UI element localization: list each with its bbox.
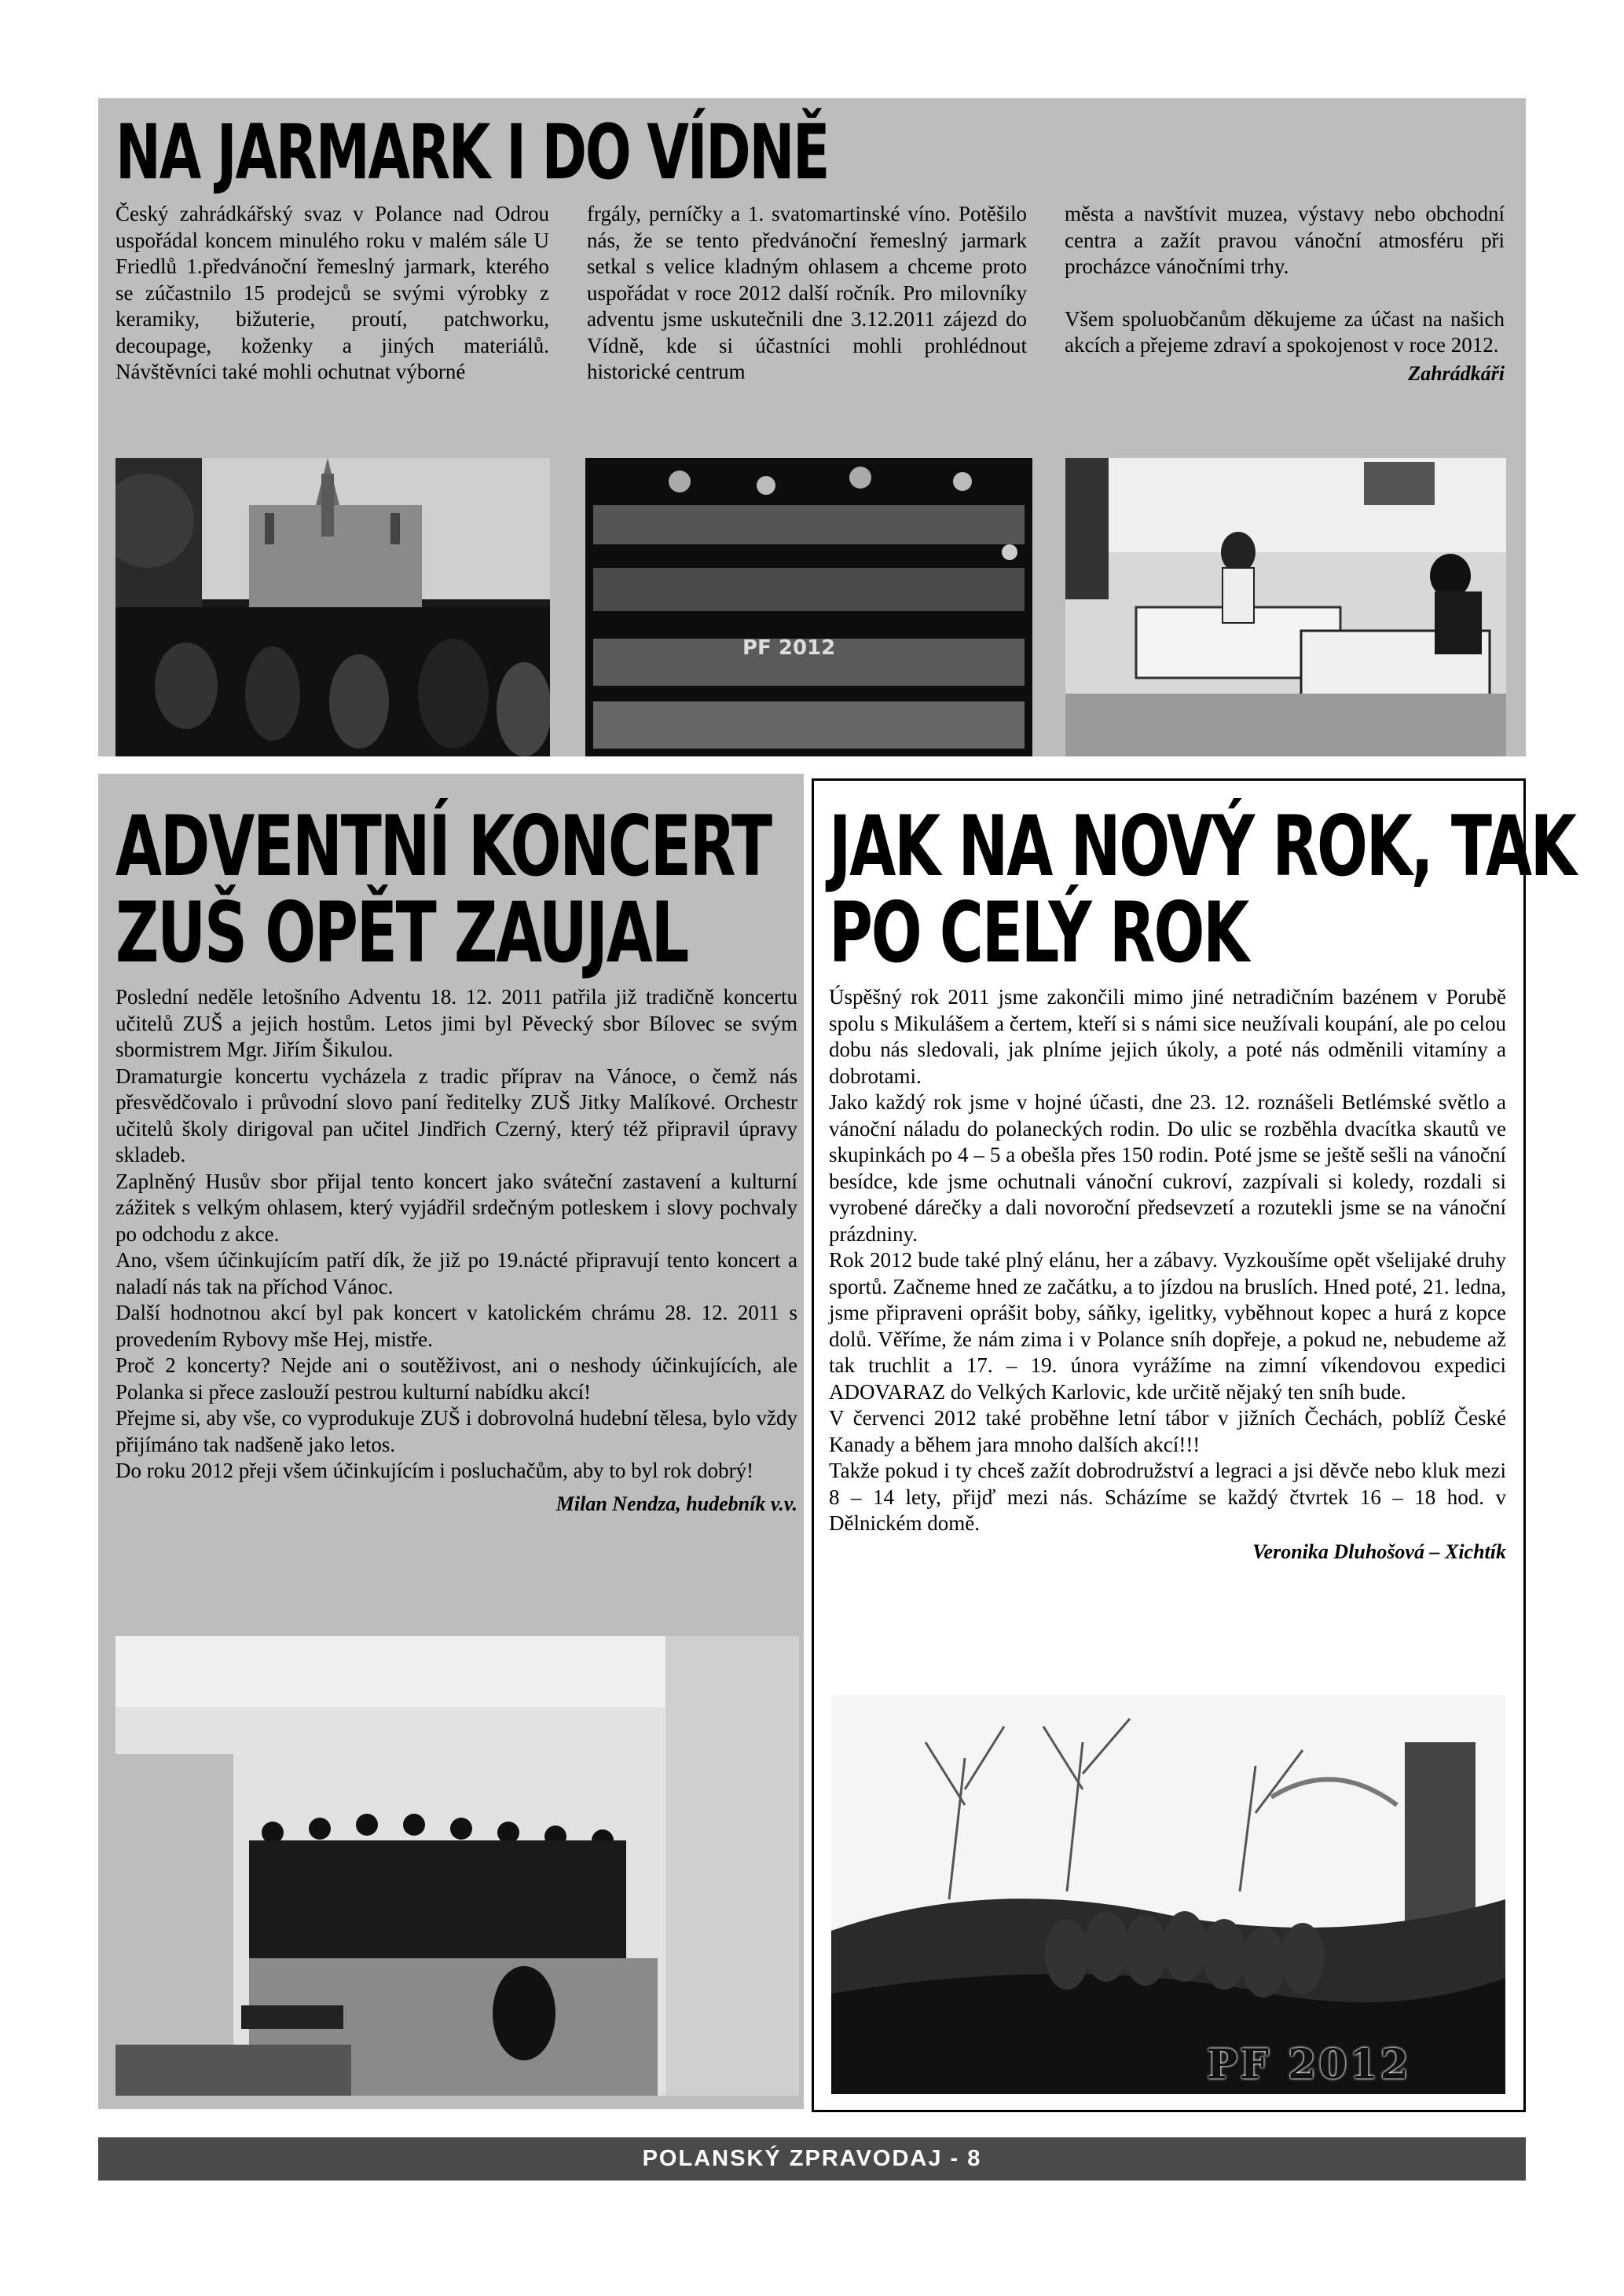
article3-paragraph: Takže pokud i ty chceš zažít dobrodružství a legraci a jsi děvče nebo kluk mezi 8 – 14 lety, přijď mezi nás. Scházíme se každý čtvrtek 16 – 18 hod. v Dělnickém domě. (829, 1459, 1506, 1535)
article2-paragraph: Do roku 2012 přeji všem účinkujícím i posluchačům, aby to byl rok dobrý! (115, 1459, 754, 1482)
article2-paragraph: Zaplněný Husův sbor přijal tento koncert jako sváteční zastavení a kulturní zážitek s velkým ohlasem, který vyjádřil srdečným potleskem i slovy pochvaly po odchodu z akce. (115, 1169, 797, 1246)
article1-col2-text: frgály, perníčky a 1. svatomartinské víno. Potěšilo nás, že se tento předvánoční řemeslný jarmark setkal s velice kladným ohlasem a chceme proto uspořádat v roce 2012 další ročník. Pro milovníky adventu jsme uskutečnili dne 3.12.2011 zájezd do Vídně, kde si účastníci mohli prohlédnout historické centrum (587, 202, 1027, 383)
article3-body (829, 984, 1506, 1565)
article1-col3-text-a: města a navštívit muzea, výstavy nebo obchodní centra a zažít pravou vánoční atmosféru při procházce vánočními trhy. (1065, 202, 1505, 278)
article1-col1 (115, 201, 549, 386)
article2-paragraph: Proč 2 koncerty? Nejde ani o soutěživost, ani o neshody účinkujících, ale Polanka si přece zaslouží pestrou kulturní nabídku akcí! (115, 1353, 797, 1404)
article2-paragraph: Další hodnotnou akcí byl pak koncert v katolickém chrámu 28. 12. 2011 s provedením Rybovy mše Hej, mistře. (115, 1301, 797, 1351)
article2-signature: Milan Nendza, hudebník v.v. (555, 1492, 797, 1515)
article3-paragraph: V červenci 2012 také proběhne letní tábor v jižních Čechách, poblíž České Kanady a během jara mnoho dalších akcí!!! (829, 1406, 1506, 1456)
article2-paragraph: Dramaturgie koncertu vycházela z tradic příprav na Vánoce, o čemž nás přesvědčovalo i průvodní slovo paní ředitelky ZUŠ Jitky Malíkové. Orchestr učitelů školy dirigoval pan učitel Jindřich Czerný, který též připravil úpravy skladeb. (115, 1064, 797, 1166)
article3-title-line1: JAK NA NOVÝ ROK, TAK (829, 798, 1575, 895)
article1-signature: Zahrádkáři (1408, 361, 1505, 385)
article2-paragraph: Poslední neděle letošního Adventu 18. 12. 2011 patřila již tradičně koncertu učitelů ZUŠ a jejich hostům. Letos jimi byl Pěvecký sbor Bílovec se svým sbormistrem Mgr. Jiřím Šikulou. (115, 985, 797, 1061)
article2-paragraph: Přejme si, aby vše, co vyprodukuje ZUŠ i dobrovolná hudební tělesa, bylo vždy přijímáno tak nadšeně jako letos. (115, 1406, 797, 1456)
article1-col1-text: Český zahrádkářský svaz v Polance nad Odrou uspořádal koncem minulého roku v malém sále U Friedlů 1.předvánoční řemeslný jarmark, kterého se zúčastnilo 15 prodejců se svými výrobky z keramiky, bižuterie, proutí, patchworku, decoupage, koženky a jiných materiálů. Návštěvníci také mohli ochutnat výborné (115, 202, 549, 383)
choir-concert-photo (115, 1636, 799, 2096)
article1-col3 (1065, 201, 1505, 386)
article2-title-line2: ZUŠ OPĚT ZAUJAL (115, 884, 688, 981)
article2-body (115, 984, 797, 1517)
article3-title-line2: PO CELÝ ROK (829, 884, 1248, 981)
article1-title: NA JARMARK I DO VÍDNĚ (115, 108, 829, 196)
scouts-pf-photo (831, 1695, 1505, 2094)
photo2-caption: PF 2012 (742, 636, 836, 660)
article2-title-line1: ADVENTNÍ KONCERT (115, 798, 771, 895)
article1-col3-text-b: Všem spoluobčanům děkujeme za účast na našich akcích a přejeme zdraví a spokojenost v roce 2012. (1065, 306, 1505, 357)
vienna-market-photo (115, 458, 550, 756)
article3-paragraph: Jako každý rok jsme v hojné účasti, dne 23. 12. roznášeli Betlémské světlo a vánoční náladu do polaneckých rodin. Do ulic se rozběhla dvacítka skautů ve skupinkách po 4 – 5 a obešla přes 150 rodin. Poté jsme se ještě sešli na vánoční besídce, kde jsme ochutnali vánoční cukroví, zazpívali si koledy, rozdali si vyrobené dárečky a dali novoroční předsevzetí a rozutekli jsme se na vánoční prázdniny. (829, 1090, 1506, 1246)
article3-paragraph: Úspěšný rok 2011 jsme zakončili mimo jiné netradičním bazénem v Porubě spolu s Mikulášem a čertem, kteří si s námi sice neužívali koupání, ale po celou dobu nás sledovali, jak plníme jejich úkoly, a poté nás odměnili vitamíny a dobrotami. (829, 985, 1506, 1088)
article3-paragraph: Rok 2012 bude také plný elánu, her a zábavy. Vyzkoušíme opět všelijaké druhy sportů. Začneme hned ze začátku, a to jízdou na bruslích. Hned poté, 21. ledna, jsme připraveni oprášit boby, sáňky, igelitky, vyběhnout kopec a hurá z kopce dolů. Věříme, že nám zima i v Polance sníh dopřeje, a pokud ne, nebudeme až tak truchlit a 17. – 19. února vyrážíme na zimní víkendovou expedici ADOVARAZ do Velkých Karlovic, kde určitě nějaký ten sníh bude. (829, 1248, 1506, 1404)
page-footer: POLANSKÝ ZPRAVODAJ - 8 (98, 2137, 1526, 2181)
nativity-stall-photo (585, 458, 1032, 756)
article1-col2 (587, 201, 1027, 386)
photo5-caption: PF 2012 (1207, 2041, 1411, 2089)
article2-paragraph: Ano, všem účinkujícím patří dík, že již po 19.nácté připravují tento koncert a naladí nás tak na příchod Vánoc. (115, 1248, 797, 1298)
article3-signature: Veronika Dluhošová – Xichtík (1252, 1540, 1506, 1563)
craft-fair-photo (1065, 458, 1506, 756)
